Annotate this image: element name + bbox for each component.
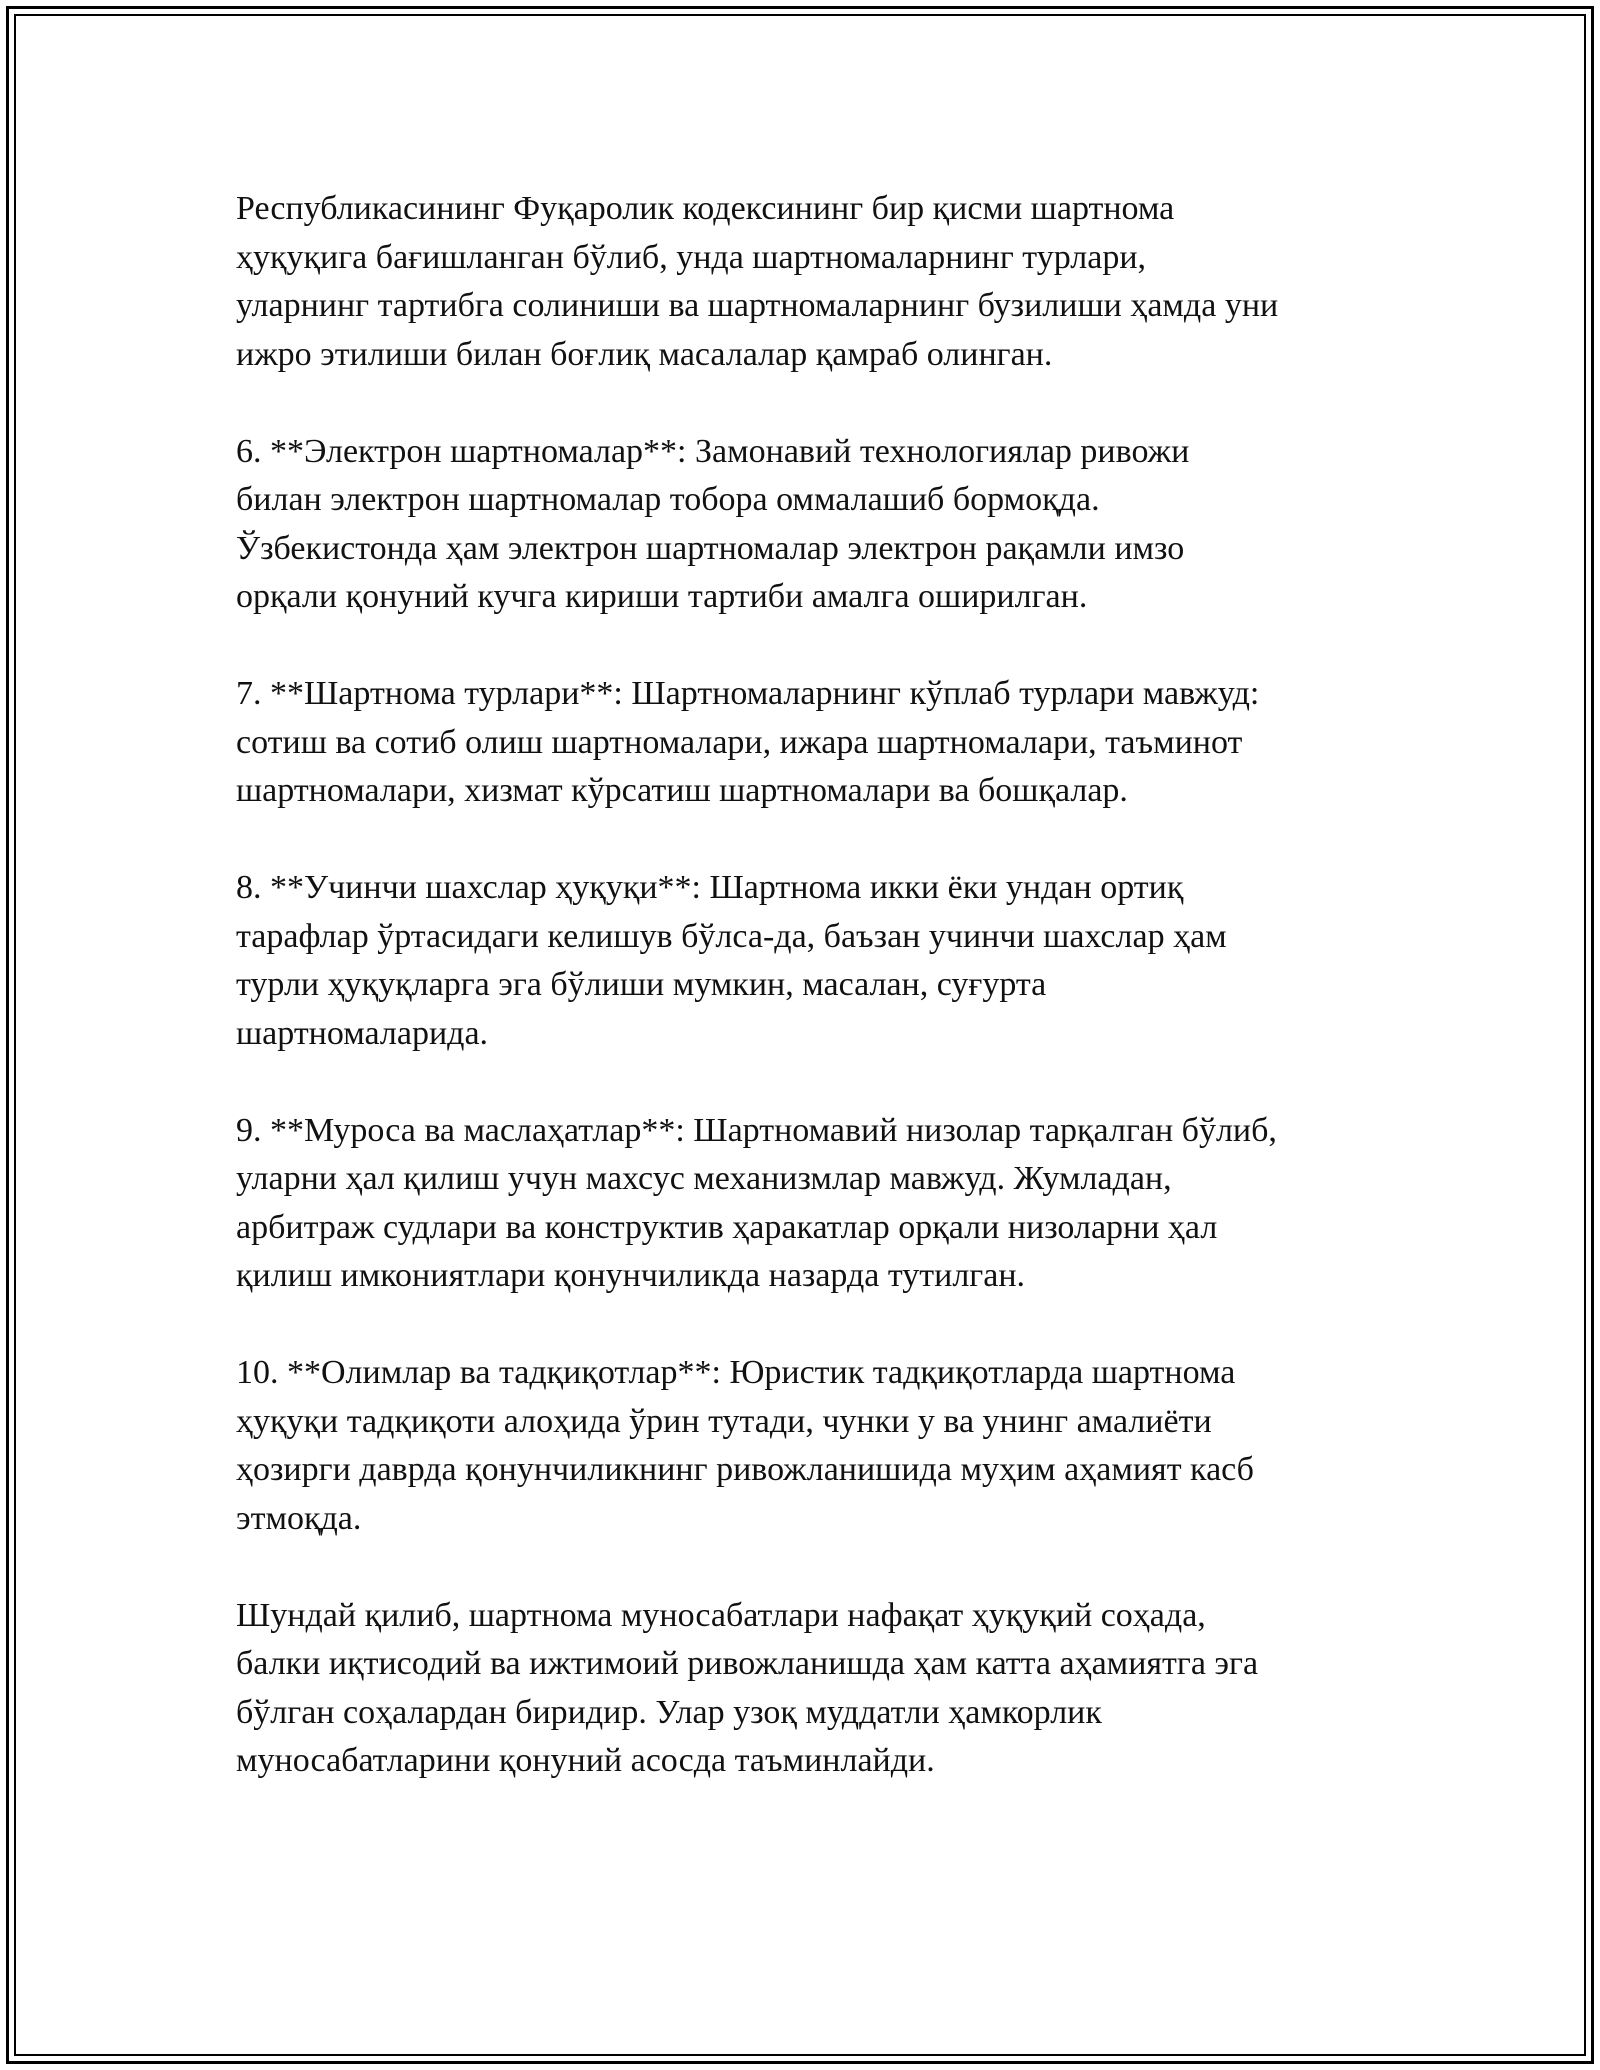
text-line: сотиш ва сотиб олиш шартномалари, ижара шартномалари, таъминот bbox=[236, 723, 1243, 761]
paragraph-item-6 bbox=[236, 428, 1406, 622]
text-line: шартномалари, хизмат кўрсатиш шартномалари ва бошқалар. bbox=[236, 772, 1128, 809]
text-line: 6. **Электрон шартномалар**: Замонавий технологиялар ривожи bbox=[236, 432, 1190, 470]
paragraph-item-8 bbox=[236, 864, 1406, 1058]
text-line: Ўзбекистонда ҳам электрон шартномалар электрон рақамли имзо bbox=[236, 529, 1185, 567]
text-line: ҳуқуқига бағишланган бўлиб, унда шартномаларнинг турлари, bbox=[236, 238, 1147, 276]
text-line: тарафлар ўртасидаги келишув бўлса-да, баъзан учинчи шахслар ҳам bbox=[236, 917, 1227, 955]
text-line: уларнинг тартибга солиниши ва шартномаларнинг бузилиши ҳамда уни bbox=[236, 287, 1279, 324]
text-line: қилиш имкониятлари қонунчиликда назарда тутилган. bbox=[236, 1257, 1026, 1294]
text-line: этмоқда. bbox=[236, 1499, 362, 1537]
paragraph-item-7 bbox=[236, 670, 1406, 816]
text-line: бўлган соҳалардан биридир. Улар узоқ муддатли ҳамкорлик bbox=[236, 1693, 1102, 1731]
text-line: муносабатларини қонуний асосда таъминлайди. bbox=[236, 1742, 935, 1779]
text-line: 7. **Шартнома турлари**: Шартномаларнинг кўплаб турлари мавжуд: bbox=[236, 675, 1260, 712]
text-line: ижро этилиши билан боғлиқ масалалар қамраб олинган. bbox=[236, 335, 1053, 373]
text-line: Республикасининг Фуқаролик кодексининг бир қисми шартнома bbox=[236, 190, 1175, 227]
text-line: 10. **Олимлар ва тадқиқотлар**: Юристик тадқиқотларда шартнома bbox=[236, 1354, 1236, 1391]
paragraph-intro bbox=[236, 185, 1406, 379]
text-line: орқали қонуний кучга кириши тартиби амалга оширилган. bbox=[236, 578, 1088, 615]
document-body bbox=[236, 185, 1406, 1834]
text-line: арбитраж судлари ва конструктив ҳаракатлар орқали низоларни ҳал bbox=[236, 1208, 1218, 1246]
paragraph-item-10 bbox=[236, 1349, 1406, 1543]
text-line: балки иқтисодий ва ижтимоий ривожланишда ҳам катта аҳамиятга эга bbox=[236, 1645, 1259, 1682]
paragraph-item-9 bbox=[236, 1107, 1406, 1301]
text-line: Шундай қилиб, шартнома муносабатлари нафақат ҳуқуқий соҳада, bbox=[236, 1596, 1206, 1634]
paragraph-conclusion bbox=[236, 1592, 1406, 1786]
text-line: 9. **Муроса ва маслаҳатлар**: Шартномавий низолар тарқалган бўлиб, bbox=[236, 1111, 1277, 1149]
text-line: ҳозирги даврда қонунчиликнинг ривожланишида муҳим аҳамият касб bbox=[236, 1451, 1254, 1488]
text-line: ҳуқуқи тадқиқоти алоҳида ўрин тутади, чунки у ва унинг амалиёти bbox=[236, 1402, 1212, 1440]
text-line: турли ҳуқуқларга эга бўлиши мумкин, масалан, суғурта bbox=[236, 966, 1047, 1003]
text-line: билан электрон шартномалар тобора оммалашиб бормоқда. bbox=[236, 481, 1100, 518]
text-line: шартномаларида. bbox=[236, 1014, 489, 1052]
text-line: уларни ҳал қилиш учун махсус механизмлар мавжуд. Жумладан, bbox=[236, 1160, 1172, 1197]
text-line: 8. **Учинчи шахслар ҳуқуқи**: Шартнома икки ёки ундан ортиқ bbox=[236, 869, 1184, 906]
